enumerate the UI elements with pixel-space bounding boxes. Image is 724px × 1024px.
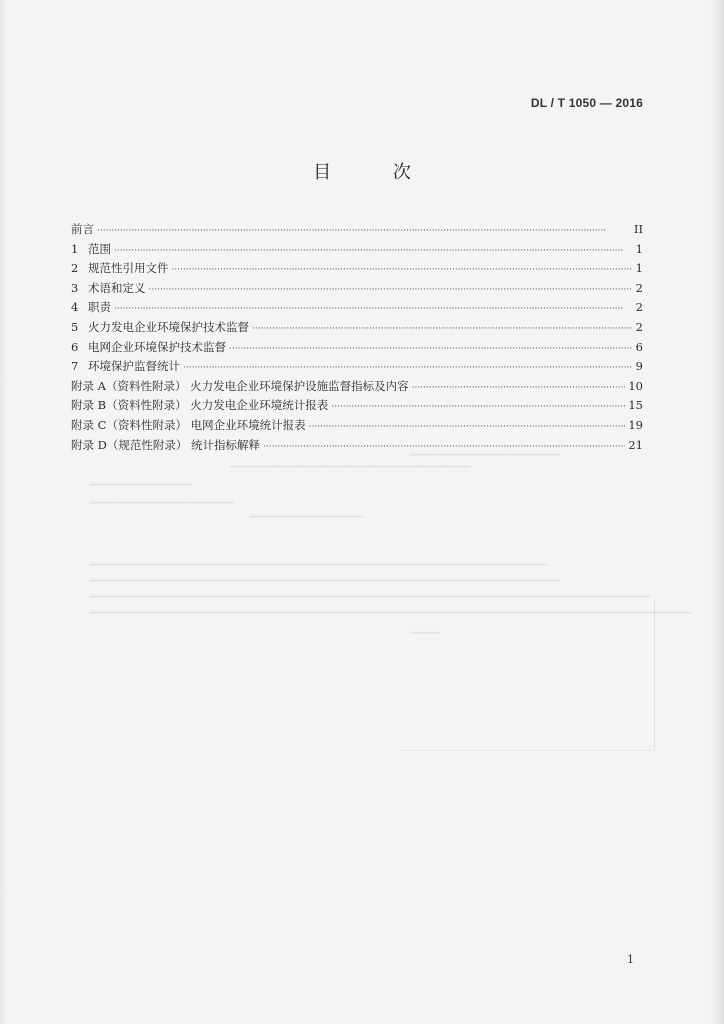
- toc-entry-page: 2: [635, 280, 643, 295]
- toc-entry-page: 21: [628, 437, 643, 452]
- toc-entry-page: 2: [635, 319, 643, 334]
- document-code: DL / T 1050 — 2016: [530, 96, 643, 110]
- show-through-text: ━━━━━━━━━━━━━━━━━: [90, 480, 193, 491]
- toc-entry-title: 规范性引用文件: [88, 261, 169, 276]
- toc-entry-title: 附录 C（资料性附录） 电网企业环境统计报表: [71, 417, 306, 432]
- toc-dot-leader: [229, 340, 632, 360]
- toc-entry-number: 5: [71, 319, 79, 334]
- toc-entry[interactable]: [71, 318, 643, 338]
- show-through-text: ━━━━━━━━━━━━━━━━━━━━━━━━━━━━━━━━━━━━━━━━━━━━━━━━━━━━━━━━━━━━━━━━━━━━━━━━━━━━━━━━━━━━━━━━━━━━━: [90, 592, 650, 603]
- toc-entry[interactable]: [71, 240, 643, 260]
- toc-entry-page: 1: [635, 241, 643, 256]
- toc-entry-number: 7: [71, 359, 79, 374]
- toc-entry-title: 范围: [88, 241, 111, 256]
- toc-entry[interactable]: [71, 377, 643, 397]
- show-through-text: ━━━━━━━━━━━━━━━━━━━━━━━━━: [410, 450, 561, 461]
- toc-entry[interactable]: [71, 220, 643, 240]
- toc-entry-page: 19: [628, 417, 643, 432]
- toc-entry[interactable]: [71, 279, 643, 299]
- toc-entry[interactable]: [71, 298, 643, 318]
- toc-entry-page: 1: [635, 261, 643, 276]
- show-through-text: ━━━━━━━━━━━━━━━━━━━━━━━━━━━━━━━━━━━━━━━━━━━━━━━━━━━━━━━━━━━━━━━━━━━━━━━━━━━━━━━━━━━━━━━━━━━━━━━━━━━━: [90, 608, 693, 619]
- toc-entry-title: 附录 B（资料性附录） 火力发电企业环境统计报表: [71, 398, 329, 413]
- toc-entry[interactable]: [71, 416, 643, 436]
- toc-entry-title: 附录 D（规范性附录） 统计指标解释: [71, 437, 261, 452]
- toc-entry-title: 附录 A（资料性附录） 火力发电企业环境保护设施监督指标及内容: [71, 378, 409, 393]
- show-through-text: ━━━━━━━━━━━━━━━━━━━: [250, 512, 365, 523]
- page-number: 1: [627, 953, 634, 966]
- toc-entry-page: II: [633, 222, 643, 236]
- table-of-contents: [71, 220, 643, 455]
- toc-entry[interactable]: [71, 338, 643, 358]
- toc-entry-page: 9: [635, 359, 643, 374]
- page-title: 目 次: [313, 162, 439, 183]
- toc-entry[interactable]: [71, 357, 643, 377]
- toc-dot-leader: [331, 398, 625, 418]
- show-through-text: ━━━━━━━━━━━━━━━━━━━━━━━━━━━━━━━━━━━━━━━━━━━━━━━━━━━━━━━━━━━━━━━━━━━━━━━━━━━━━━: [90, 576, 560, 587]
- toc-entry-number: 2: [71, 261, 79, 276]
- toc-dot-leader: [252, 320, 632, 340]
- toc-dot-leader: [149, 281, 633, 301]
- toc-entry[interactable]: [71, 396, 643, 416]
- show-through-text: ━━━━━━━━━━━━━━━━━━━━━━━━━━━━━━━━━━━━━━━━: [230, 462, 471, 473]
- toc-entry-number: 6: [71, 339, 79, 354]
- toc-entry-title: 术语和定义: [88, 280, 146, 295]
- toc-entry-number: 4: [71, 300, 79, 315]
- toc-entry-title: 火力发电企业环境保护技术监督: [88, 319, 249, 334]
- show-through-text: ━━━━━━━━━━━━━━━━━━━━━━━━: [90, 498, 235, 509]
- toc-entry-page: 2: [635, 300, 643, 315]
- page-edge-right: [710, 0, 724, 1024]
- show-through-frame: [398, 600, 655, 751]
- toc-dot-leader: [309, 418, 626, 438]
- show-through-text: ━━━━━━━━━━━━━━━━━━━━━━━━━━━━━━━━━━━━━━━━━━━━━━━━━━━━━━━━━━━━━━━━━━━━━━━━━━━━: [90, 560, 548, 571]
- toc-dot-leader: [97, 222, 631, 242]
- toc-entry-number: 1: [71, 241, 79, 256]
- toc-entry-page: 15: [628, 398, 643, 413]
- toc-entry[interactable]: [71, 259, 643, 279]
- toc-entry-number: 3: [71, 280, 79, 295]
- toc-entry-title: 前言: [71, 222, 94, 236]
- toc-dot-leader: [412, 379, 626, 399]
- toc-dot-leader: [114, 242, 632, 262]
- page-edge-left: [0, 0, 8, 1024]
- toc-dot-leader: [263, 438, 625, 458]
- toc-entry-title: 电网企业环境保护技术监督: [88, 339, 226, 354]
- show-through-text: ━━━━━: [410, 628, 441, 639]
- toc-entry-page: 10: [628, 378, 643, 393]
- toc-entry-title: 职责: [88, 300, 111, 315]
- toc-entry-title: 环境保护监督统计: [88, 359, 180, 374]
- toc-entry[interactable]: [71, 436, 643, 456]
- toc-dot-leader: [172, 261, 633, 281]
- toc-entry-page: 6: [635, 339, 643, 354]
